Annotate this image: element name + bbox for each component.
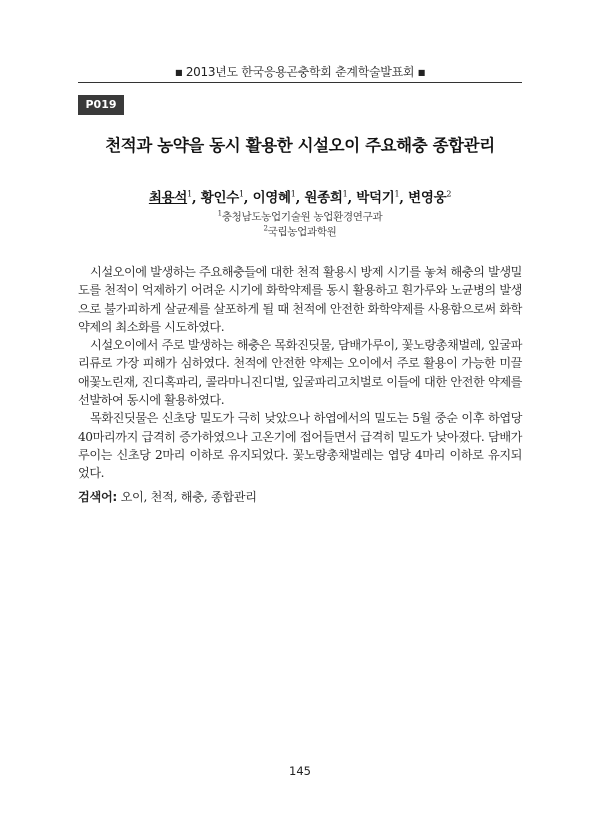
- page-number: 145: [289, 764, 311, 778]
- author: [253, 190, 296, 206]
- abstract-paragraph: 시설오이에서 주로 발생하는 해충은 목화진딧물, 담배가루이, 꽃노랑총채벌레, 잎굴파리류로 가장 피해가 심하였다. 천적에 안전한 약제는 오이에서 주로 활용이 가능한 미끌애꽃노린재, 진디혹파리, 콜라마니진디벌, 잎굴파리고치벌로 이들에 대한 안전한 약제를 선발하여 동시에 활용하였다.: [78, 338, 522, 408]
- affiliation: [78, 224, 522, 239]
- abstract-paragraph: 시설오이에 발생하는 주요해충들에 대한 천적 활용시 방제 시기를 놓쳐 해충의 발생밀도를 천적이 억제하기 어려운 시기에 화학약제를 동시 활용하고 흰가루와 노균병의 발생으로 불가피하게 살균제를 살포하게 될 때 천적에 안전한 화학약제를 사용함으로써 화학약제의 최소화를 시도하였다.: [78, 265, 522, 334]
- author-separator: ,: [243, 190, 253, 206]
- author-affiliation-mark: 1: [342, 189, 348, 199]
- author-name: 원종희: [304, 190, 343, 206]
- author-separator: ,: [191, 190, 201, 206]
- conference-header: [78, 63, 522, 80]
- keywords-label: 검색어:: [78, 490, 117, 504]
- author-name: 박덕기: [356, 190, 395, 206]
- author-separator: ,: [295, 190, 305, 206]
- author-affiliation-mark: 1: [290, 189, 296, 199]
- author-name: 이영혜: [252, 190, 291, 206]
- abstract-paragraph: 목화진딧물은 신초당 밀도가 극히 낮았으나 하엽에서의 밀도는 5월 중순 이후 하엽당 40마리까지 급격히 증가하였으나 고온기에 접어들면서 급격히 밀도가 낮아졌다. 담배가루이는 신초당 2마리 이하로 유지되었다. 꽃노랑총채벌레는 엽당 4마리 이하로 유지되었다.: [78, 411, 522, 481]
- abstract-body: [78, 263, 522, 483]
- author-list: [78, 186, 522, 206]
- keywords-text: 오이, 천적, 해충, 종합관리: [120, 490, 257, 504]
- author-affiliation-mark: 1: [394, 189, 400, 199]
- author: [304, 190, 347, 206]
- author-affiliation-mark: 1: [238, 189, 244, 199]
- author-name: 최용석: [148, 190, 188, 206]
- poster-code-badge: P019: [78, 95, 124, 115]
- conference-name: 2013년도 한국응용곤충학회 춘계학술발표회: [185, 65, 415, 79]
- affiliation: [78, 209, 522, 224]
- affiliation-mark: 1: [217, 209, 222, 218]
- author: [201, 190, 244, 206]
- author-name: 황인수: [200, 190, 239, 206]
- author-name: 변영웅: [408, 190, 447, 206]
- paper-title: 천적과 농약을 동시 활용한 시설오이 주요해충 종합관리: [105, 136, 495, 155]
- header-rule: [78, 82, 522, 83]
- keywords: [78, 488, 522, 505]
- affiliation-mark: 2: [263, 224, 268, 233]
- header-marker-right: ■: [417, 68, 425, 77]
- affiliation-text: 국립농업과학원: [267, 226, 337, 238]
- author: [356, 190, 399, 206]
- affiliation-text: 충청남도농업기술원 농업환경연구과: [221, 211, 383, 223]
- header-marker-left: ■: [175, 68, 183, 77]
- author-separator: ,: [347, 190, 357, 206]
- author-affiliation-mark: 2: [446, 189, 452, 199]
- author-separator: ,: [399, 190, 409, 206]
- author: [149, 190, 192, 206]
- author: [408, 190, 451, 206]
- author-affiliation-mark: 1: [187, 189, 192, 199]
